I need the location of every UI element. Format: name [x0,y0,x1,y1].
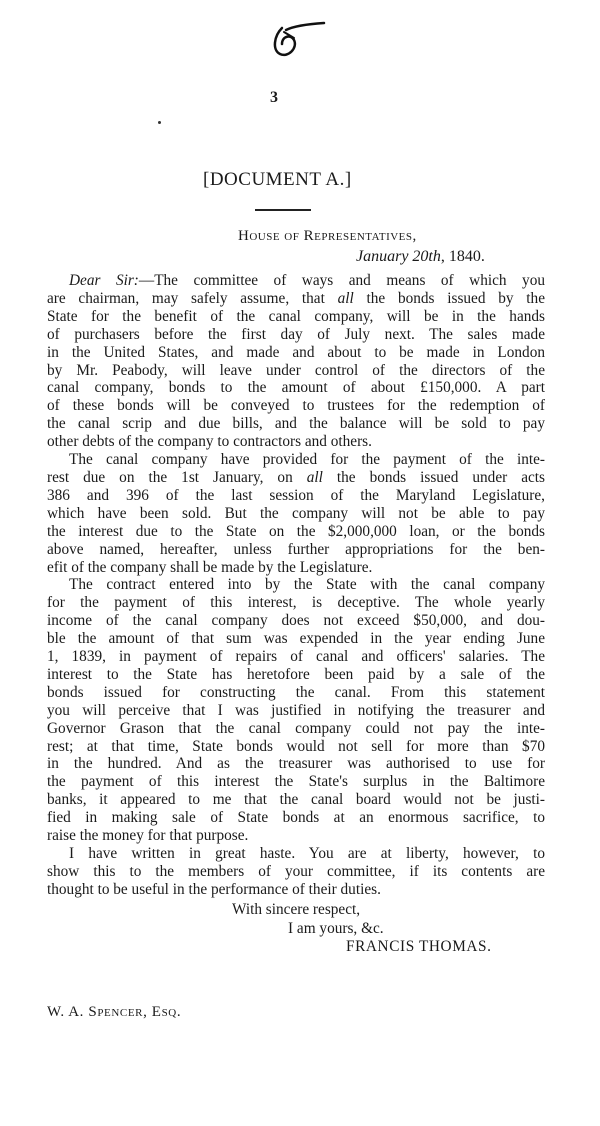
signature: FRANCIS THOMAS. [346,938,492,955]
letter-line [47,541,545,559]
handwritten-mark [264,18,334,62]
emphasis-text: all [306,468,323,486]
line-text: canal company, bonds to the amount of about £150,000. A part [47,379,545,397]
line-text: thought to be useful in the performance of their duties. [47,880,381,898]
line-text: Governor Grason that the canal company could not pay the inte- [47,719,545,737]
letter-line [47,379,545,397]
line-text: the payment of this interest the State's surplus in the Baltimore [47,773,545,791]
line-text: are chairman, may safely assume, that [47,289,338,307]
ink-speck [158,121,161,124]
letter-line [47,576,545,594]
line-text: the interest due to the State on the $2,000,000 loan, or the bonds [47,522,545,540]
line-text: in the hundred. And as the treasurer was authorised to use for [47,755,545,773]
letter-line [47,344,545,362]
letter-line [47,397,545,415]
line-text: show this to the members of your committee, if its contents are [47,862,545,880]
line-text: rest due on the 1st January, on [47,468,307,486]
valediction: With sincere respect, [232,901,361,918]
letter-line [47,559,545,577]
letter-line [47,666,545,684]
line-text: efit of the company shall be made by the Legislature. [47,558,373,576]
line-text: for the payment of this interest, is deceptive. The whole yearly [47,594,545,612]
line-text: I have written in great haste. You are at liberty, however, to [69,845,545,862]
line-text: the bonds issued under acts [322,468,545,486]
letter-line [47,791,545,809]
line-text: which have been sold. But the company will not be able to pay [47,504,545,522]
letter-line [47,648,545,666]
line-text: State for the benefit of the canal company, will be in the hands [47,307,545,325]
heading-rule [255,209,311,211]
line-text: the bonds issued by the [353,289,545,307]
letter-line [47,684,545,702]
letter-line [47,433,545,451]
document-heading: [DOCUMENT A.] [203,169,352,190]
date-year: , 1840. [440,248,485,265]
line-text: ble the amount of that sum was expended in the year ending June [47,630,545,648]
line-text: in the United States, and made and about to be made in London [47,343,545,361]
letter-line [47,326,545,344]
line-text: interest to the State has heretofore been paid by a sale of the [47,665,545,683]
page-number: 3 [270,89,278,106]
line-text: of purchasers before the first day of July next. The sales made [47,325,545,343]
letter-line [47,451,545,469]
line-text: raise the money for that purpose. [47,827,249,845]
letter-line [47,773,545,791]
line-text: you will perceive that I was justified in notifying the treasurer and [47,701,545,719]
letter-line [47,809,545,827]
letter-line [47,362,545,380]
emphasis-text: all [337,289,354,307]
letter-line [47,863,545,881]
letter-line [47,845,545,863]
line-text: banks, it appeared to me that the canal board would not be justi- [47,791,545,809]
letter-line [47,612,545,630]
line-text: 1, 1839, in payment of repairs of canal and officers' salaries. The [47,648,545,666]
line-text: other debts of the company to contractors and others. [47,433,372,451]
line-text: above named, hereafter, unless further appropriations for the ben- [47,540,545,558]
letter-line [47,415,545,433]
letter-line [47,738,545,756]
letter-line [47,290,545,308]
line-text: The contract entered into by the State with the canal company [69,576,545,594]
letter-line [47,720,545,738]
letter-line [47,881,545,899]
date-day: January 20th [356,248,441,265]
line-text: 386 and 396 of the last session of the Maryland Legislature, [47,486,545,504]
line-text: income of the canal company does not exceed $50,000, and dou- [47,612,545,630]
letter-line [47,630,545,648]
letter-line [47,702,545,720]
line-text: the canal scrip and due bills, and the balance will be sold to pay [47,415,545,433]
emphasis-text: Dear Sir: [69,272,139,289]
letter-body [47,272,545,899]
letter-line [47,523,545,541]
letter-line [47,755,545,773]
line-text: —The committee of ways and means of which you [138,272,545,289]
letter-line [47,827,545,845]
line-text: fied in making sale of State bonds at an enormous sacrifice, to [47,809,545,827]
letter-line [47,469,545,487]
addressee: W. A. Spencer, Esq. [47,1004,182,1020]
letter-line [47,594,545,612]
closing-yours: I am yours, &c. [288,920,384,937]
letter-line [47,505,545,523]
house-of-representatives: House of Representatives, [238,228,417,244]
line-text: rest; at that time, State bonds would not sell for more than $70 [47,737,545,755]
line-text: The canal company have provided for the payment of the inte- [69,451,545,469]
line-text: by Mr. Peabody, will leave under control of the directors of the [47,361,545,379]
letter-line [47,308,545,326]
line-text: bonds issued for constructing the canal. From this statement [47,683,545,701]
letter-line [47,272,545,290]
line-text: of these bonds will be conveyed to trustees for the redemption of [47,397,545,415]
letter-line [47,487,545,505]
letter-date [356,248,485,266]
